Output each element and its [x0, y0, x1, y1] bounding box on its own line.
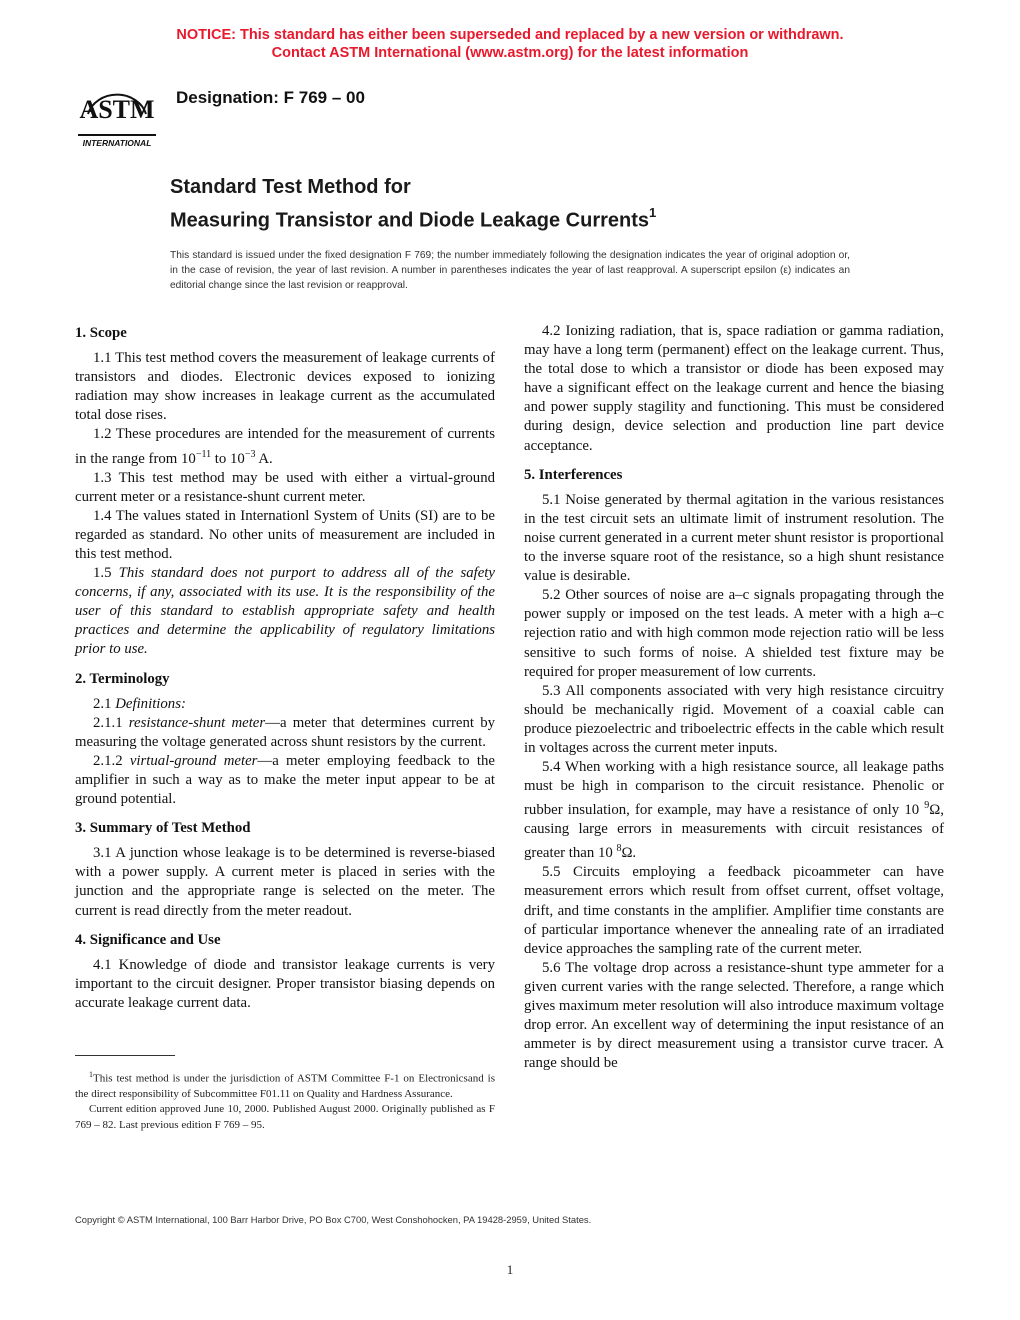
- paragraph-1-5: 1.5 This standard does not purport to address all of the safety concerns, if any, associated with its use. It is the responsibility of the user of this standard to establish appropriate safety and health practices and determine the applicability of regulatory limitations prior to use.: [75, 565, 495, 658]
- paragraph-4-1: 4.1 Knowledge of diode and transistor leakage currents is very important to the circuit designer. Proper transistor biasing depends on accurate leakage current data.: [75, 956, 495, 1011]
- paragraph-2-1-2: 2.1.2 virtual-ground meter—a meter employing feedback to the amplifier in such a way as to make the meter input appear to be at ground potential.: [75, 752, 495, 808]
- astm-logo: [74, 78, 160, 150]
- paragraph-5-6: 5.6 The voltage drop across a resistance-shunt type ammeter for a given current varies with the range selected. Therefore, a range which gives maximum meter resolution will also introduce maximum voltage drop error. An excellent way of determining the input resistance of an ammeter is by direct measurement using a transistor curve tracer. A range should be: [524, 959, 944, 1072]
- paragraph-1-2: 1.2 These procedures are intended for the measurement of currents in the range from $10^{-11}$ to $10^{-3}$ A.: [75, 426, 495, 467]
- title-footnote-mark: 1: [649, 205, 657, 220]
- paragraph-5-3: 5.3 All components associated with very high resistance circuitry should be mechanically rigid. Movement of a coaxial cable can produce piezoelectric and triboelectric effects in the cable which result in voltages across the current meter inputs.: [524, 682, 944, 756]
- right-column: [524, 322, 944, 1073]
- section-heading-summary: 3. Summary of Test Method: [75, 820, 251, 837]
- title-line-2: Measuring Transistor and Diode Leakage Currents$^1$: [170, 205, 657, 232]
- paragraph-4-2: 4.2 Ionizing radiation, that is, space radiation or gamma radiation, may have a long term (permanent) effect on the leakage current. Thus, the total dose to which a transistor or diode has been exposed may have a significant effect on the leakage current and hence the biasing and power supply stagility and functioning. This must be considered during design, device selection and production line part device acceptance.: [524, 323, 944, 454]
- footnote-divider: [75, 1055, 175, 1056]
- paragraph-1-1: 1.1 This test method covers the measurement of leakage currents of transistors and diodes. Electronic devices exposed to ionizing radiation may show increases in leakage current as the accumulated total dose rises.: [75, 350, 495, 424]
- preamble: This standard is issued under the fixed designation F 769; the number immediately following the designation indicates the year of original adoption or, in the case of revision, the year of last revision. A number in parentheses indicates the year of last reapproval. A superscript epsilon (ε) indicates an editorial change since the last revision or reapproval.: [170, 250, 850, 291]
- paragraph-5-1: 5.1 Noise generated by thermal agitation in the various resistances in the test circuit sets an ultimate limit of instrument resolution. The noise current generated in a current meter shunt resistor is proportional to the inverse square root of the resistance, so a high shunt resistance value is desirable.: [524, 491, 944, 585]
- paragraph-5-2: 5.2 Other sources of noise are a–c signals propagating through the power supply or imposed on the test leads. A meter with a high a–c rejection ratio and with high common mode rejection ratio will be less sensitive to such forms of noise. A shielded test fixture may be required for proper measurement of low currents.: [524, 587, 944, 680]
- paragraph-2-1-1: 2.1.1 resistance-shunt meter—a meter that determines current by measuring the voltage generated across shunt resistors by the current.: [75, 714, 495, 750]
- astm-logo-icon: [74, 78, 160, 150]
- paragraph-1-3: 1.3 This test method may be used with either a virtual-ground current meter or a resistance-shunt current meter.: [75, 469, 495, 505]
- notice-line-2: Contact ASTM International (www.astm.org) for the latest information: [271, 45, 749, 61]
- withdrawal-notice: [0, 26, 1020, 62]
- section-heading-interferences: 5. Interferences: [524, 466, 623, 483]
- title-line-1: Standard Test Method for: [170, 176, 411, 198]
- paragraph-5-4: 5.4 When working with a high resistance source, all leakage paths must be high in comparison to the circuit resistance. Phenolic or rubber insulation, for example, may have a resistance of only 10 $^9$Ω, causing large errors in measurements with circuit resistances of greater than 10 $^8$Ω.: [524, 759, 944, 862]
- section-heading-significance: 4. Significance and Use: [75, 931, 221, 948]
- notice-line-1: NOTICE: This standard has either been superseded and replaced by a new version or withdrawn.: [176, 27, 844, 43]
- section-heading-scope: 1. Scope: [75, 325, 127, 341]
- logo-text: INTERNATIONAL: [82, 138, 152, 148]
- paragraph-1-4: 1.4 The values stated in Internationl System of Units (SI) are to be regarded as standard. No other units of measurement are included in this test method.: [75, 507, 495, 562]
- footnote-1: $^1$This test method is under the jurisdiction of ASTM Committee F-1 on Electronicsand is the direct responsibility of Subcommittee F01.11 on Quality and Hardness Assurance.: [75, 1070, 495, 1100]
- document-title: [170, 174, 656, 235]
- paragraph-2-1: 2.1 Definitions:: [93, 695, 186, 712]
- logo-letters: ASTM: [79, 95, 155, 124]
- page-number: 1: [506, 1262, 514, 1277]
- section-heading-terminology: 2. Terminology: [75, 670, 170, 687]
- left-column: [75, 322, 495, 1013]
- paragraph-3-1: 3.1 A junction whose leakage is to be determined is reverse-biased with a power supply. A current meter is placed in series with the junction and the appropriate range is selected on the meter. The current is read directly from the meter readout.: [75, 845, 495, 919]
- paragraph-5-5: 5.5 Circuits employing a feedback picoammeter can have measurement errors which result from offset current, offset voltage, drift, and time constants in the amplifier. Amplifier time constants are of particular importance whenever the annealing rate of an irradiated device approaches the sampling rate of the current meter.: [524, 864, 944, 957]
- footnote-edition: Current edition approved June 10, 2000. Published August 2000. Originally published as F 769 – 82. Last previous edition F 769 – 95.: [75, 1103, 495, 1131]
- footnotes: [75, 1067, 495, 1133]
- copyright-line: Copyright © ASTM International, 100 Barr Harbor Drive, PO Box C700, West Conshohocken, PA 19428-2959, United States.: [75, 1214, 592, 1225]
- designation: Designation: F 769 – 00: [176, 88, 365, 107]
